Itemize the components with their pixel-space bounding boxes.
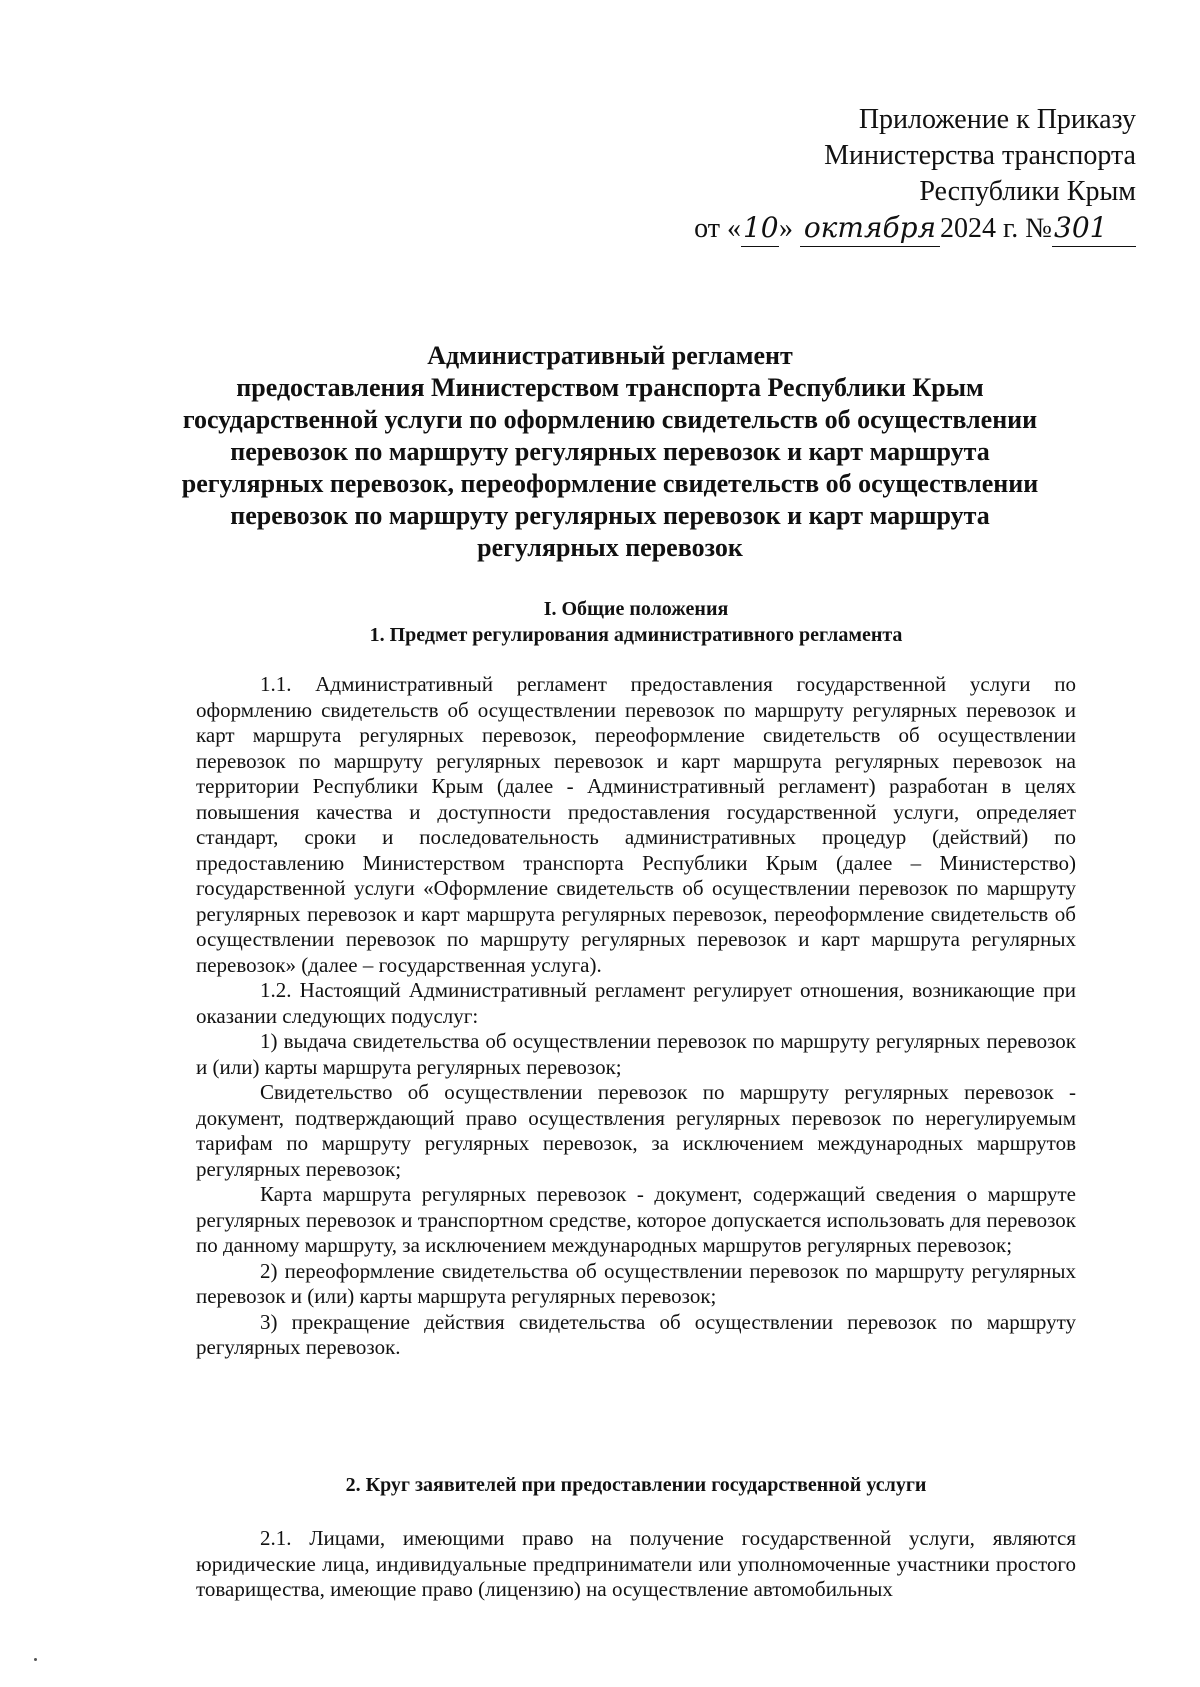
paragraph: 3) прекращение действия свидетельства об осуществлении перевозок по маршруту регулярных перевозок. [196, 1309, 1076, 1359]
section-2-heading [196, 1472, 1076, 1498]
paragraph: 1.2. Настоящий Административный регламент регулирует отношения, возникающие при оказании следующих подуслуг: [196, 978, 1076, 1028]
date-prefix: от « [694, 213, 741, 244]
scan-speck [34, 1658, 37, 1661]
title-line: регулярных перевозок, переоформление свидетельств об осуществлении [181, 469, 1039, 498]
date-year: 2024 г. № [939, 213, 1052, 244]
appendix-line-1: Приложение к Приказу [858, 104, 1136, 135]
handwritten-day: 10 [741, 210, 779, 247]
chapter-heading: I. Общие положения [543, 598, 729, 620]
paragraph: 1.1. Административный регламент предоставления государственной услуги по оформлению свидетельств об осуществлении перевозок по маршруту регулярных перевозок и карт маршрута регулярных перевозок, переоформление свидетельств об осуществлении перевозок по маршруту регулярных перевозок и карт маршрута регулярных перевозок на территории Республики Крым (далее - Административный регламент) разработан в целях повышения качества и доступности предоставления государственной услуги, определяет стандарт, сроки и последовательность административных процедур (действий) по предоставлению Министерством транспорта Республики Крым (далее – Министерство) государственной услуги «Оформление свидетельств об осуществлении перевозок по маршруту регулярных перевозок и карт маршрута регулярных перевозок, переоформление свидетельств об осуществлении перевозок по маршруту регулярных перевозок и карт маршрута регулярных перевозок» (далее – государственная услуга). [196, 672, 1076, 977]
appendix-block [616, 102, 1136, 247]
paragraph: 2.1. Лицами, имеющими право на получение государственной услуги, являются юридические лица, индивидуальные предприниматели или уполномоченные участники простого товарищества, имеющие право (лицензию) на осуществление автомобильных [196, 1526, 1076, 1601]
paragraph: 2) переоформление свидетельства об осуществлении перевозок по маршруту регулярных перевозок и (или) карты маршрута регулярных перевозок; [196, 1258, 1076, 1308]
subsection-heading: 1. Предмет регулирования административного регламента [369, 624, 903, 646]
handwritten-order-number: 301 [1052, 210, 1136, 247]
section-1-body [196, 672, 1076, 1361]
order-date-line [616, 210, 1136, 247]
title-line: регулярных перевозок [477, 533, 743, 562]
title-line: перевозок по маршруту регулярных перевозок и карт маршрута [230, 437, 990, 466]
paragraph: 1) выдача свидетельства об осуществлении перевозок по маршруту регулярных перевозок и (или) карты маршрута регулярных перевозок; [196, 1029, 1076, 1079]
title-line: предоставления Министерством транспорта Республики Крым [236, 373, 984, 402]
section-2-body [196, 1526, 1076, 1603]
appendix-line-2: Министерства транспорта [824, 140, 1136, 171]
section-1-heading [196, 596, 1076, 648]
appendix-line-3: Республики Крым [919, 176, 1136, 207]
paragraph: Свидетельство об осуществлении перевозок по маршруту регулярных перевозок - документ, подтверждающий право осуществления регулярных перевозок по нерегулируемым тарифам по маршруту регулярных перевозок, за исключением международных маршрутов регулярных перевозок; [196, 1080, 1076, 1181]
title-line: перевозок по маршруту регулярных перевозок и карт маршрута [230, 501, 990, 530]
subsection-heading: 2. Круг заявителей при предоставлении государственной услуги [345, 1474, 927, 1496]
title-line: государственной услуги по оформлению свидетельств об осуществлении [182, 405, 1038, 434]
document-title [180, 340, 1040, 564]
title-line: Административный регламент [427, 341, 793, 370]
handwritten-month: октября [800, 210, 940, 247]
date-mid: » [778, 213, 800, 244]
paragraph: Карта маршрута регулярных перевозок - документ, содержащий сведения о маршруте регулярных перевозок и транспортном средстве, которое допускается использовать для перевозок по данному маршруту, за исключением международных маршрутов регулярных перевозок; [196, 1182, 1076, 1257]
